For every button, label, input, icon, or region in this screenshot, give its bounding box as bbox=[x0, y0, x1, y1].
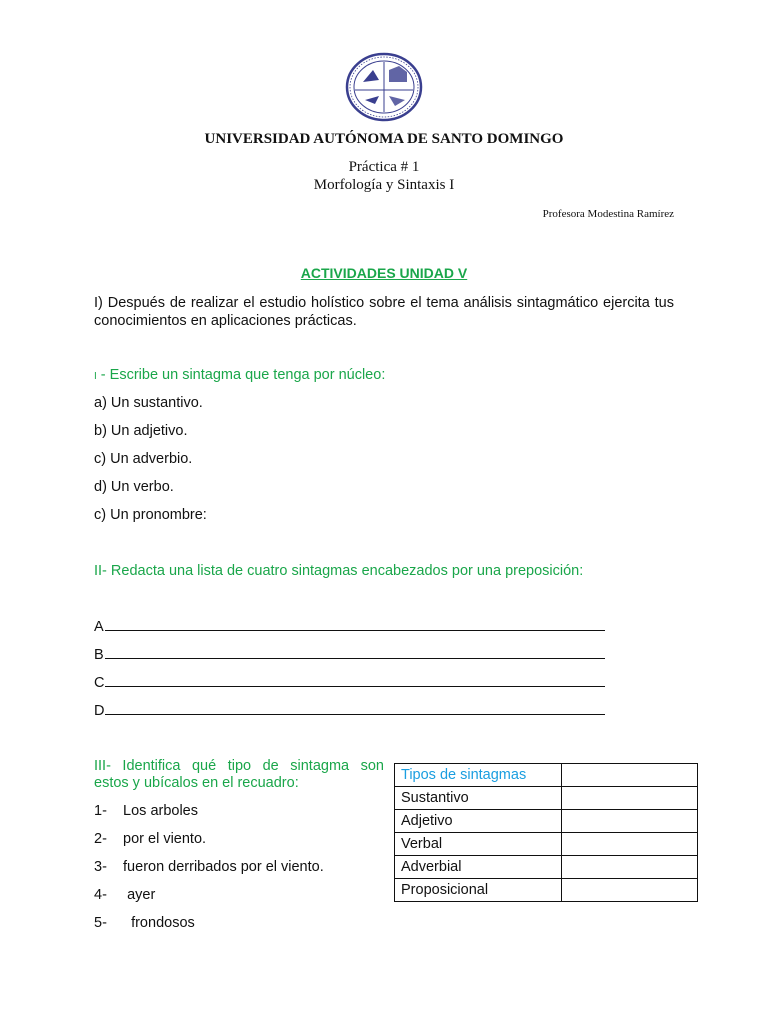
list-item: a) Un sustantivo. bbox=[94, 395, 203, 411]
answer-cell[interactable] bbox=[562, 810, 698, 833]
section3-title-line1: III- Identifica qué tipo de sintagma son bbox=[94, 758, 384, 774]
section3-title-line2: estos y ubícalos en el recuadro: bbox=[94, 775, 299, 791]
intro-paragraph: I) Después de realizar el estudio holístico sobre el tema análisis sintagmático ejercita tus conocimientos en aplicaciones prácticas. bbox=[94, 295, 674, 329]
table-cell: Verbal bbox=[395, 833, 562, 856]
practice-number: Práctica # 1 bbox=[348, 159, 420, 175]
list-item: c) Un adverbio. bbox=[94, 451, 193, 467]
table-row bbox=[395, 764, 698, 787]
answer-cell[interactable] bbox=[562, 856, 698, 879]
answer-blank-d[interactable]: D bbox=[94, 702, 605, 719]
numbered-item: 5- frondosos bbox=[94, 915, 195, 931]
table-cell: Sustantivo bbox=[395, 787, 562, 810]
answer-cell[interactable] bbox=[562, 833, 698, 856]
section2-title: II- Redacta una lista de cuatro sintagmas encabezados por una preposición: bbox=[94, 563, 584, 579]
table-row bbox=[395, 856, 698, 879]
numbered-item: 4- ayer bbox=[94, 887, 156, 903]
table-row bbox=[395, 810, 698, 833]
section1-heading bbox=[94, 367, 385, 383]
subject-name: Morfología y Sintaxis I bbox=[313, 177, 455, 193]
answer-line[interactable] bbox=[105, 618, 605, 631]
answer-blank-c[interactable]: C bbox=[94, 674, 605, 691]
list-item: c) Un pronombre: bbox=[94, 507, 207, 523]
answer-cell[interactable] bbox=[562, 879, 698, 902]
university-name: UNIVERSIDAD AUTÓNOMA DE SANTO DOMINGO bbox=[204, 131, 564, 147]
professor-name: Profesora Modestina Ramírez bbox=[542, 208, 674, 220]
answer-line[interactable] bbox=[105, 674, 605, 687]
section1-title: - Escribe un sintagma que tenga por núcleo: bbox=[96, 367, 386, 383]
table-row bbox=[395, 787, 698, 810]
table-cell: Adjetivo bbox=[395, 810, 562, 833]
section1-numeral: I bbox=[94, 371, 97, 382]
answer-blank-a[interactable]: A bbox=[94, 618, 605, 635]
university-seal-logo bbox=[345, 52, 423, 122]
table-cell: Adverbial bbox=[395, 856, 562, 879]
numbered-item: 1- Los arboles bbox=[94, 803, 198, 819]
activities-title: ACTIVIDADES UNIDAD V bbox=[300, 265, 468, 281]
table-row bbox=[395, 879, 698, 902]
answer-blank-b[interactable]: B bbox=[94, 646, 605, 663]
list-item: d) Un verbo. bbox=[94, 479, 174, 495]
answer-cell[interactable] bbox=[562, 787, 698, 810]
answer-line[interactable] bbox=[105, 702, 605, 715]
table-header-cell: Tipos de sintagmas bbox=[395, 764, 562, 787]
numbered-item: 2- por el viento. bbox=[94, 831, 207, 847]
numbered-item: 3- fueron derribados por el viento. bbox=[94, 859, 324, 875]
answer-cell[interactable] bbox=[562, 764, 698, 787]
table-cell: Proposicional bbox=[395, 879, 562, 902]
sintagma-types-table bbox=[394, 763, 698, 902]
list-item: b) Un adjetivo. bbox=[94, 423, 188, 439]
answer-line[interactable] bbox=[105, 646, 605, 659]
table-row bbox=[395, 833, 698, 856]
